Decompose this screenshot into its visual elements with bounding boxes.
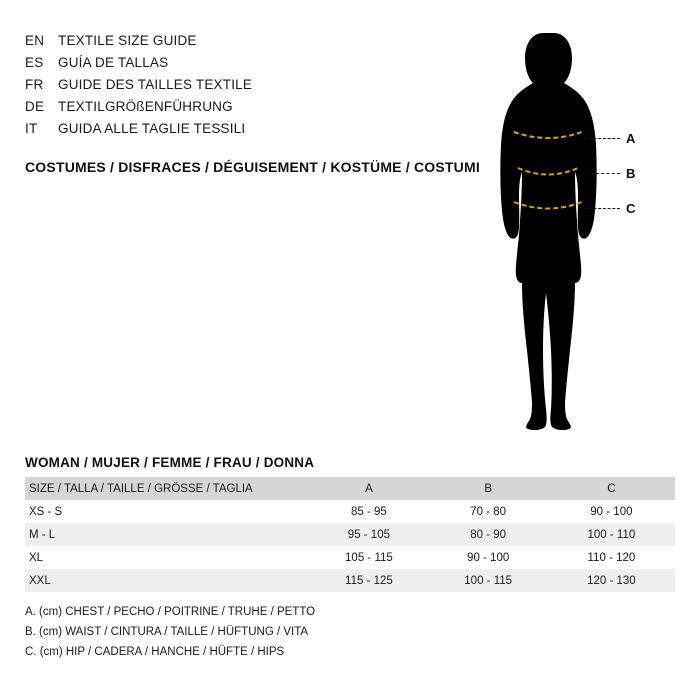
cell-a: 85 - 95 <box>351 505 387 518</box>
cell-c: 110 - 120 <box>587 551 636 564</box>
language-code: ES <box>25 55 44 70</box>
cell-a: 95 - 105 <box>347 528 390 541</box>
language-row <box>25 33 445 55</box>
cell-a: 115 - 125 <box>345 574 393 587</box>
header-size: SIZE / TALLA / TAILLE / GRÖSSE / TAGLIA <box>29 482 253 495</box>
cell-size: XS - S <box>29 505 63 518</box>
cell-b: 80 - 90 <box>470 528 507 541</box>
language-code: FR <box>25 77 44 92</box>
language-text: TEXTILGRÖßENFÜHRUNG <box>58 99 233 114</box>
language-row <box>25 99 445 121</box>
language-text: GUIDA ALLE TAGLIE TESSILI <box>58 121 246 136</box>
chest-marker-letter: A <box>626 131 636 146</box>
chest-arc-icon <box>514 132 582 138</box>
language-row <box>25 77 445 99</box>
language-text: TEXTILE SIZE GUIDE <box>58 33 197 48</box>
language-code: EN <box>25 33 45 48</box>
language-row <box>25 121 445 143</box>
header-c: C <box>607 482 616 495</box>
table-row <box>25 500 675 523</box>
waist-pointer-line <box>580 173 620 174</box>
measurement-legend <box>25 602 315 662</box>
costumes-headline: COSTUMES / DISFRACES / DÉGUISEMENT / KOSTÜME / COSTUMI <box>25 159 480 175</box>
language-code: IT <box>25 121 38 136</box>
table-title: WOMAN / MUJER / FEMME / FRAU / DONNA <box>25 455 315 470</box>
legend-chest: A. (cm) CHEST / PECHO / POITRINE / TRUHE / PETTO <box>25 606 316 618</box>
cell-size: M - L <box>29 528 56 541</box>
language-code: DE <box>25 99 45 114</box>
header-b: B <box>484 482 492 495</box>
cell-size: XL <box>29 551 44 564</box>
cell-b: 90 - 100 <box>467 551 510 564</box>
table-row <box>25 569 675 592</box>
cell-b: 100 - 115 <box>464 574 513 587</box>
cell-c: 120 - 130 <box>587 574 636 587</box>
size-table-section <box>25 455 675 592</box>
cell-c: 100 - 110 <box>587 528 636 541</box>
size-table <box>25 477 675 592</box>
legend-waist: B. (cm) WAIST / CINTURA / TAILLE / HÜFTUNG / VITA <box>25 626 309 638</box>
legend-hip: C. (cm) HIP / CADERA / HANCHE / HÜFTE / HIPS <box>25 646 285 658</box>
hip-arc-icon <box>514 202 582 209</box>
measurement-arcs <box>470 25 670 435</box>
hip-marker-letter: C <box>626 201 636 216</box>
table-row <box>25 523 675 546</box>
cell-size: XXL <box>29 574 51 587</box>
waist-marker-letter: B <box>626 166 636 181</box>
language-text: GUÍA DE TALLAS <box>58 55 169 70</box>
cell-c: 90 - 100 <box>590 505 633 518</box>
chest-pointer-line <box>584 138 620 139</box>
cell-a: 105 - 115 <box>345 551 393 564</box>
table-header-row <box>25 477 675 500</box>
cell-b: 70 - 80 <box>470 505 507 518</box>
hip-pointer-line <box>584 208 620 209</box>
language-text: GUIDE DES TAILLES TEXTILE <box>58 77 253 92</box>
table-row <box>25 546 675 569</box>
waist-arc-icon <box>518 168 578 175</box>
header-a: A <box>365 482 373 495</box>
language-list <box>25 33 445 143</box>
figure-area <box>470 25 670 435</box>
language-row <box>25 55 445 77</box>
